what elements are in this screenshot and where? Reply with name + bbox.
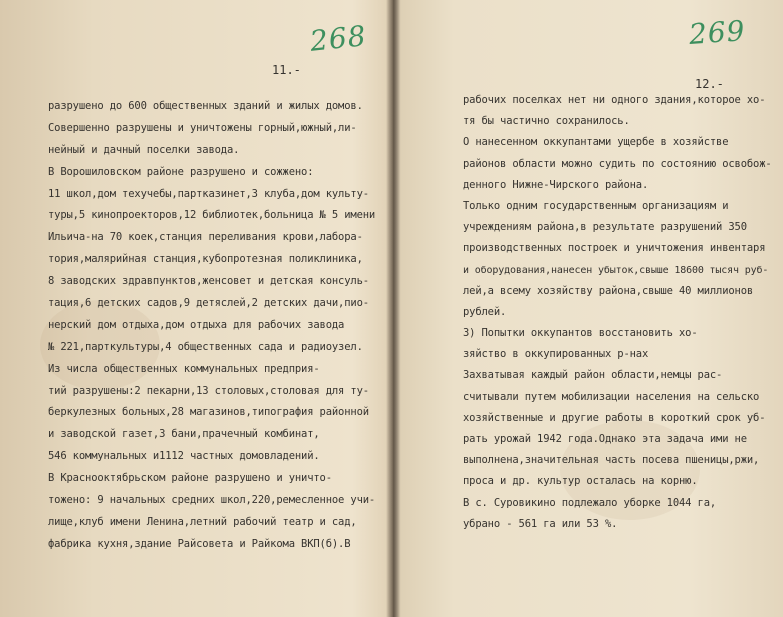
text-line: лище,клуб имени Ленина,летний рабочий театр и сад, [48,515,357,528]
text-line: О нанесенном оккупантами ущербе в хозяйстве [463,136,729,149]
text-line: учреждениям района,в результате разрушений 350 [463,221,747,234]
archive-number-stamp: 269 [687,14,747,51]
text-line: тация,6 детских садов,9 детяслей,2 детских дачи,пио- [48,297,369,310]
page-number: 11.- [272,63,301,77]
text-line: В с. Суровикино подлежало уборке 1044 га, [463,496,717,509]
text-line: № 221,парткультуры,4 общественных сада и радиоузел. [48,340,363,353]
text-line: В Краснооктябрьском районе разрушено и уничто- [48,472,332,485]
text-line: рать урожай 1942 года.Однако эта задача ими не [463,433,747,445]
text-line: 8 заводских здравпунктов,женсовет и детская консуль- [48,275,369,288]
text-line: денного Нижне-Чирского района. [463,178,649,191]
text-line: производственных построек и уничтожения инвентаря [463,242,766,255]
text-line: нерский дом отдыха,дом отдыха для рабочих завода [48,318,345,331]
text-line: Из числа общественных коммунальных предприя- [48,362,320,375]
text-line: тожено: 9 начальных средних школ,220,ремесленное учи- [48,494,376,507]
text-line: тий разрушены:2 пекарни,13 столовых,столовая для ту- [48,384,369,397]
text-line: хозяйственные и другие работы в короткий срок уб- [463,411,766,424]
text-line: тя бы частично сохранилось. [463,115,630,128]
text-line: Захватывая каждый район области,немцы рас- [463,369,723,382]
text-line: Ильича-на 70 коек,станция переливания крови,лабора- [48,231,363,244]
text-line: беркулезных больных,28 магазинов,типография районной [48,406,369,419]
text-line: рабочих поселках нет ни одного здания,которое хо- [463,94,766,106]
text-line: тория,малярийная станция,кубопротезная поликлиника, [48,253,363,266]
archive-number-stamp: 268 [308,19,369,58]
text-line: выполнена,значительная часть посева пшеницы,ржи, [463,454,760,467]
text-line: туры,5 кинопроекторов,12 библиотек,больница № 5 имени [48,209,376,222]
text-line: и оборудования,нанесен убыток,свыше 18600 тысяч руб- [463,264,769,276]
text-line: 11 школ,дом техучебы,партказинет,3 клуба,дом культу- [48,187,369,200]
text-line: убрано - 561 га или 53 %. [463,517,618,530]
text-line: проса и др. культур осталась на корню. [463,475,698,488]
text-line: фабрика кухня,здание Райсовета и Райкома ВКП(б).В [48,537,351,550]
page-text [48,96,384,556]
page-text [463,90,775,535]
section-heading-line: зяйство в оккупированных р-нах [463,348,649,361]
text-line: и заводской газет,3 бани,прачечный комбинат, [48,428,320,441]
text-line: Совершенно разрушены и уничтожены горный,южный,ли- [48,121,357,134]
text-line: Только одним государственным организациям и [463,199,729,212]
right-page [393,0,783,617]
text-line: нейный и дачный поселки завода. [48,143,240,156]
text-line: лей,а всему хозяйству района,свыше 40 миллионов [463,284,754,297]
page-number: 12.- [695,77,724,91]
text-line: 546 коммунальных и1112 частных домовладений. [48,450,320,463]
text-line: считывали путем мобилизации населения на сельско [463,390,760,403]
text-line: районов области можно судить по состоянию освобож- [463,157,772,170]
text-line: В Ворошиловском районе разрушено и сожжено: [48,165,314,178]
section-heading-line: 3) Попытки оккупантов восстановить хо- [463,327,698,340]
text-line: рублей. [463,305,507,318]
text-line: разрушено до 600 общественных зданий и жилых домов. [48,100,363,112]
